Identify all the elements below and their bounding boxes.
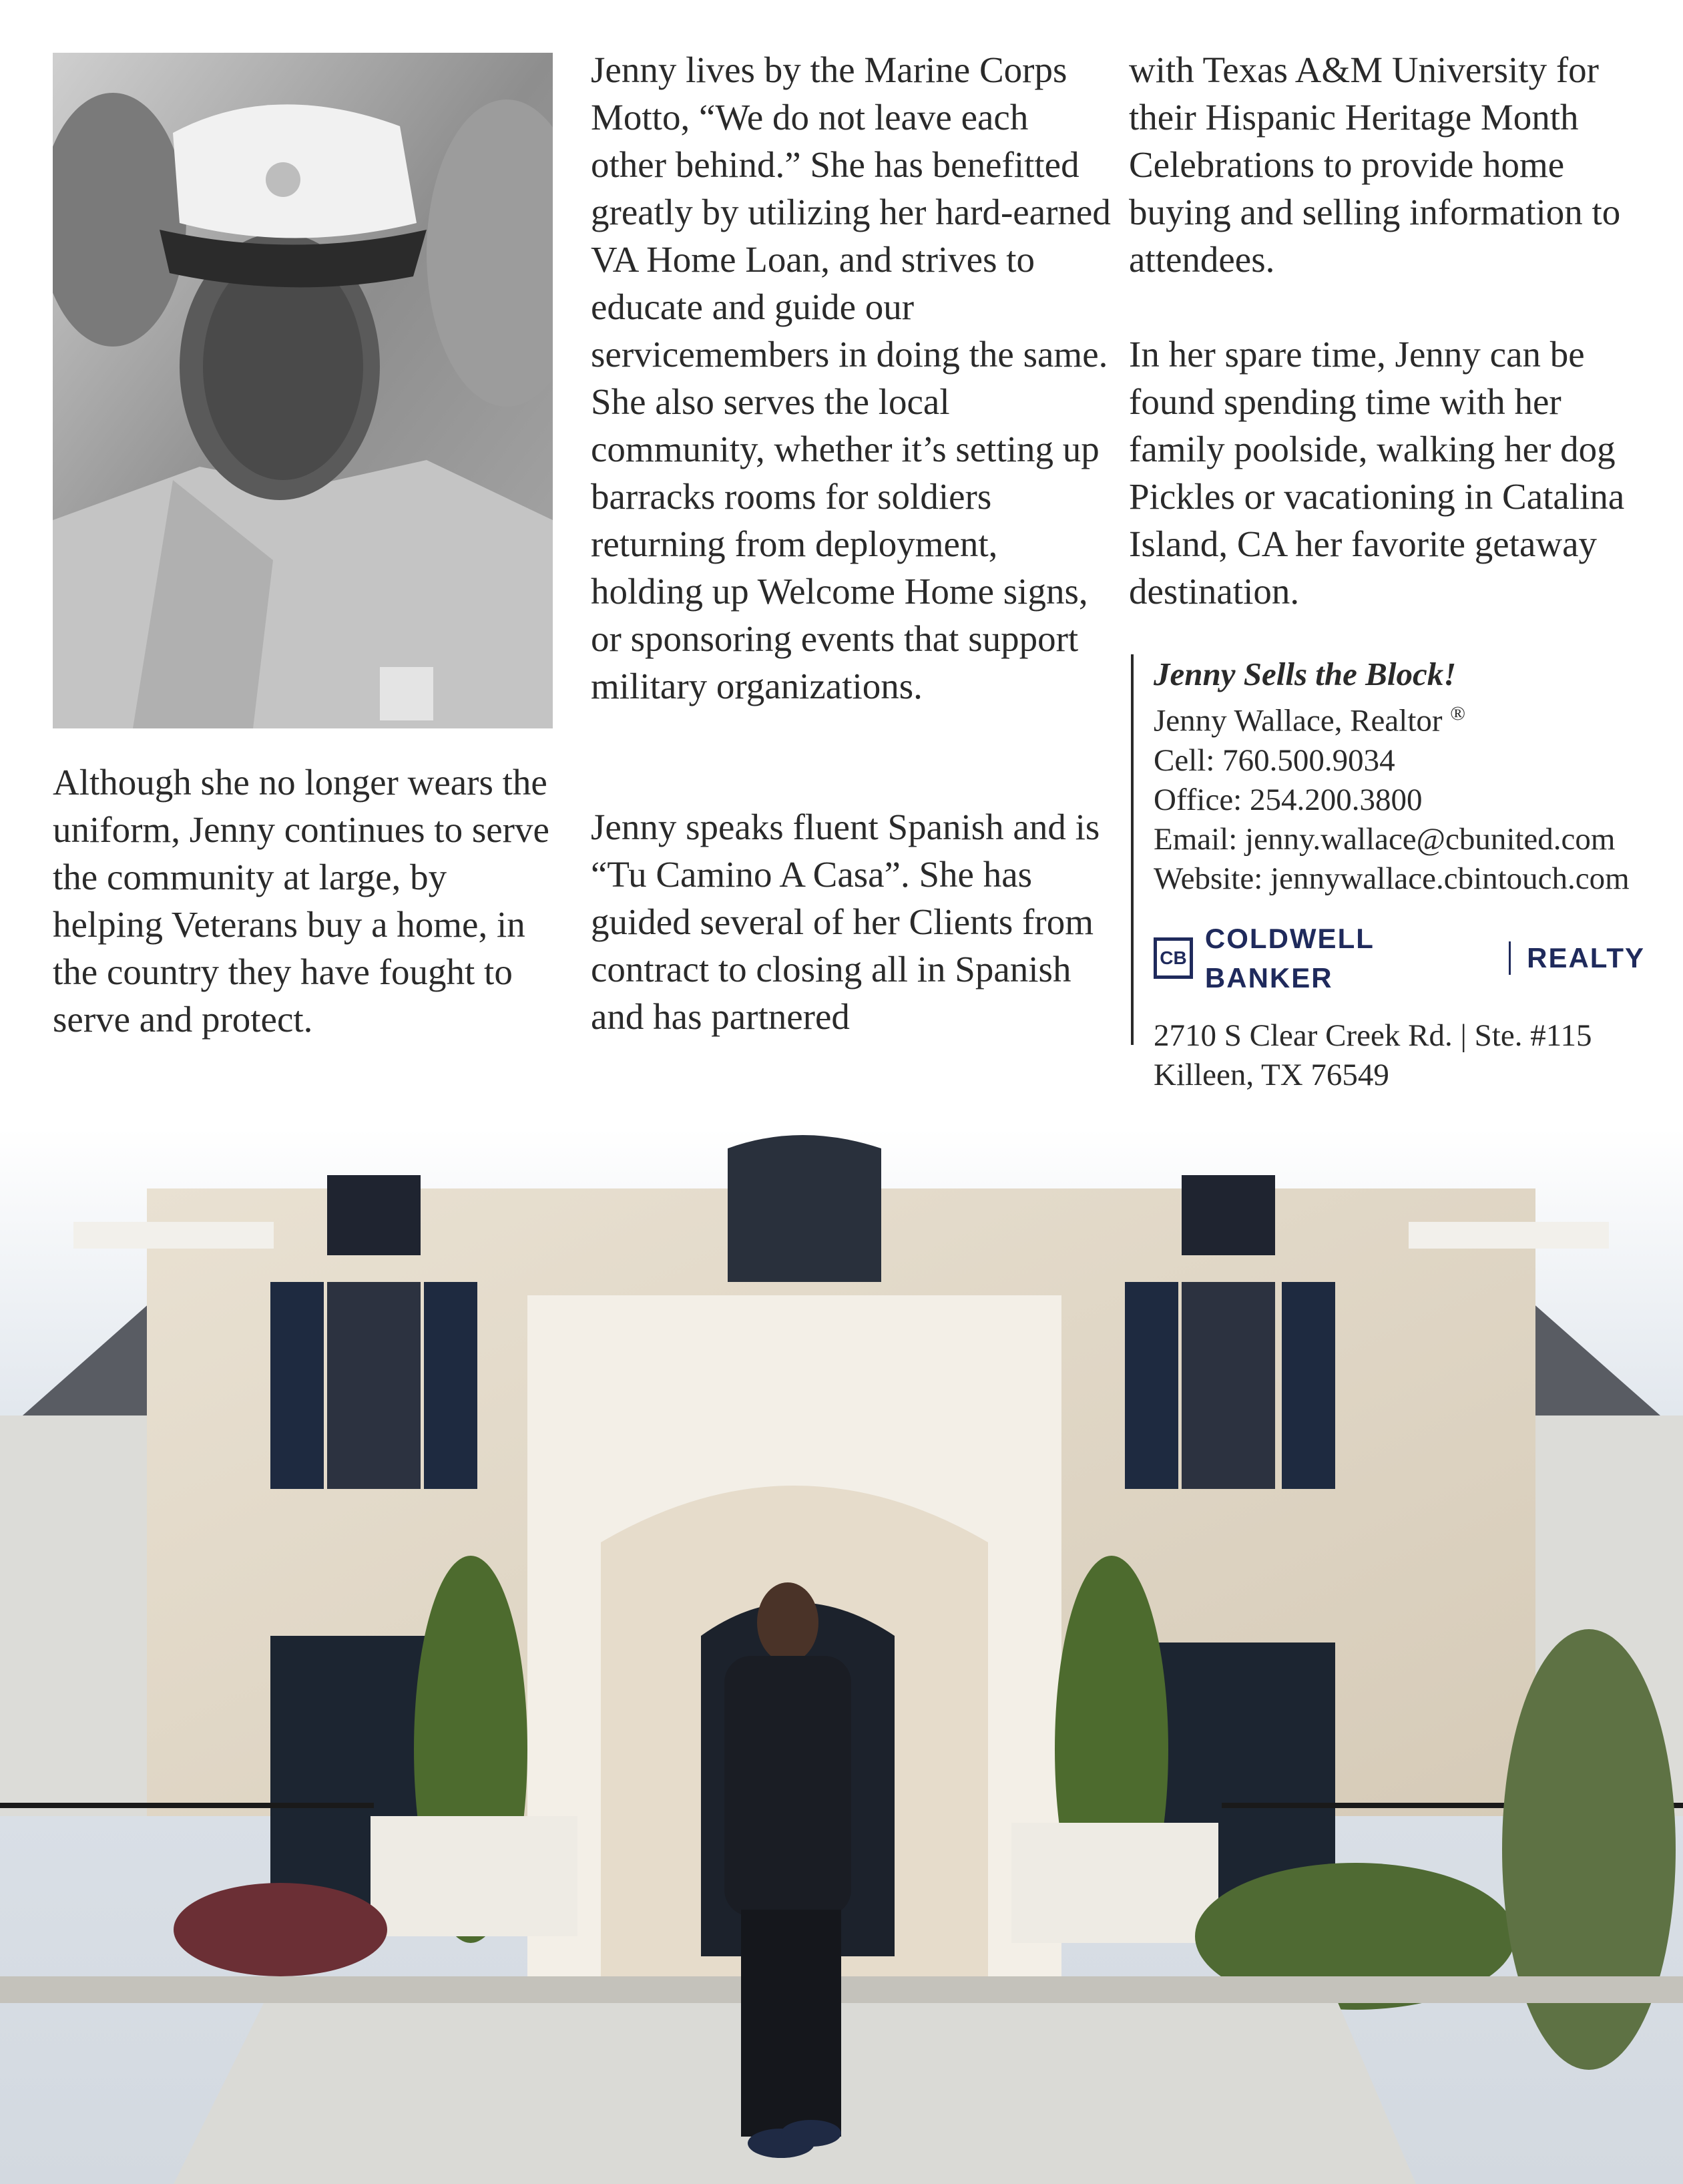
column2-top xyxy=(591,46,1112,710)
registered-mark: ® xyxy=(1450,702,1466,724)
office-phone[interactable]: Office: 254.200.3800 xyxy=(1154,782,1423,817)
paragraph-uniform: Although she no longer wears the uniform, Jenny continues to serve the community at large, by helping Veterans buy a home, in the country they have fought to serve and protect. xyxy=(53,762,549,1040)
address-line2: Killeen, TX 76549 xyxy=(1154,1057,1389,1092)
paragraph-spare-time: In her spare time, Jenny can be found spending time with her family poolside, walking her dog Pickles or vacationing in Catalina Island, CA her favorite getaway destination. xyxy=(1129,334,1625,612)
paragraph-marine-motto: Jenny lives by the Marine Corps Motto, “We do not leave each other behind.” She has benefitted greatly by utilizing her hard-earned VA Home Loan, and strives to educate and guide our servicemembers in doing the same. She also serves the local community, whether it’s setting up barracks rooms for soldiers returning from deployment, holding up Welcome Home signs, or sponsoring events that support military organizations. xyxy=(591,49,1111,706)
intro-paragraph xyxy=(53,758,560,1043)
tagline: Jenny Sells the Block! xyxy=(1154,656,1457,692)
paragraph-texas-am: with Texas A&M University for their Hispanic Heritage Month Celebrations to provide home buying and selling information to attendees. xyxy=(1129,49,1621,280)
brand-name: COLDWELL BANKER xyxy=(1204,922,1375,994)
cb-logo-icon: CB xyxy=(1154,937,1193,979)
website-link[interactable]: Website: jennywallace.cbintouch.com xyxy=(1154,861,1630,896)
name-title-line xyxy=(1154,694,1645,741)
brand-divider xyxy=(1509,941,1511,975)
paragraph-spanish: Jenny speaks fluent Spanish and is “Tu Camino A Casa”. She has guided several of her Clients from contract to closing all in Spanish and has partnered xyxy=(591,807,1100,1037)
cell-phone[interactable]: Cell: 760.500.9034 xyxy=(1154,742,1395,778)
coldwell-banker-logo xyxy=(1154,919,1645,998)
column2-bottom xyxy=(591,803,1112,1040)
email-link[interactable]: Email: jenny.wallace@cbunited.com xyxy=(1154,821,1616,857)
vintage-marine-photo xyxy=(53,53,553,728)
column3-top xyxy=(1129,46,1656,283)
column3-bottom xyxy=(1129,331,1656,615)
house-photo xyxy=(0,1128,1683,2184)
contact-block xyxy=(1131,654,1646,1092)
address-line1: 2710 S Clear Creek Rd. | Ste. #115 xyxy=(1154,1018,1592,1053)
brand-sub: REALTY xyxy=(1527,942,1646,974)
name-title: Jenny Wallace, Realtor xyxy=(1154,703,1443,738)
